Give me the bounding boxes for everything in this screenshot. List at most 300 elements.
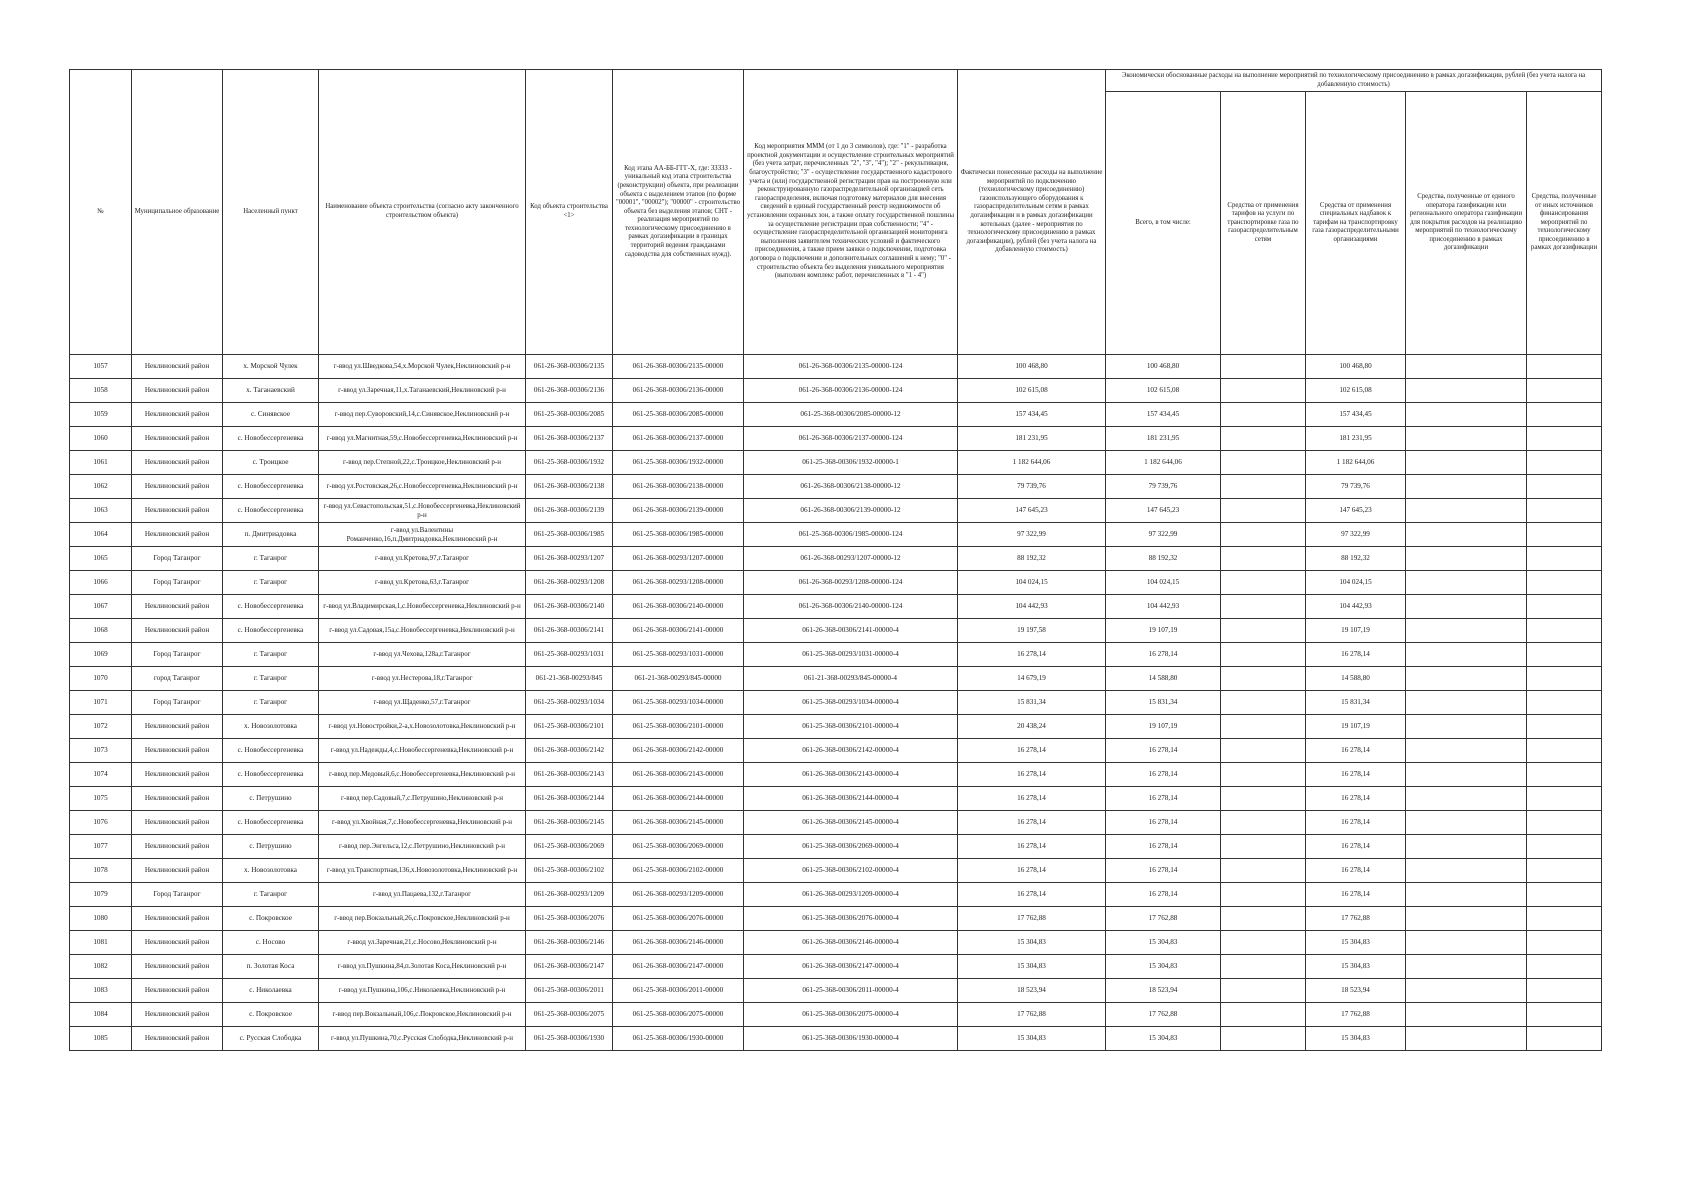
cell-operator-funds xyxy=(1406,955,1527,979)
cell-tariff-funds xyxy=(1221,1003,1306,1027)
cell-settlement: г. Таганрог xyxy=(223,883,319,907)
cell-number: 1060 xyxy=(70,427,132,451)
cell-tariff-funds xyxy=(1221,763,1306,787)
cell-object-name: г-ввод ул.Нестерова,18,г.Таганрог xyxy=(319,667,526,691)
cell-other-funds xyxy=(1527,619,1602,643)
cell-actual-costs: 15 304,83 xyxy=(958,931,1106,955)
cell-other-funds xyxy=(1527,979,1602,1003)
cell-object-code: 061-26-368-00293/1209 xyxy=(526,883,613,907)
cell-total: 15 304,83 xyxy=(1106,1027,1221,1051)
cell-stage-code: 061-25-368-00293/1034-00000 xyxy=(613,691,744,715)
cell-stage-code: 061-26-368-00306/2139-00000 xyxy=(613,499,744,523)
cell-object-code: 061-26-368-00306/2135 xyxy=(526,355,613,379)
cell-municipality: Неклиновский район xyxy=(132,763,223,787)
cell-event-code: 061-25-368-00306/1932-00000-1 xyxy=(744,451,958,475)
table-row xyxy=(70,499,1602,523)
cell-municipality: Неклиновский район xyxy=(132,475,223,499)
cell-event-code: 061-25-368-00306/2075-00000-4 xyxy=(744,1003,958,1027)
cell-stage-code: 061-26-368-00293/1207-00000 xyxy=(613,547,744,571)
table-row xyxy=(70,523,1602,547)
cell-other-funds xyxy=(1527,403,1602,427)
cell-event-code: 061-26-368-00293/1209-00000-4 xyxy=(744,883,958,907)
cell-event-code: 061-25-368-00306/2076-00000-4 xyxy=(744,907,958,931)
cell-number: 1066 xyxy=(70,571,132,595)
cell-number: 1070 xyxy=(70,667,132,691)
table-row xyxy=(70,451,1602,475)
cell-total: 88 192,32 xyxy=(1106,547,1221,571)
cell-settlement: п. Дмитриадовка xyxy=(223,523,319,547)
cell-object-code: 061-25-368-00306/2102 xyxy=(526,859,613,883)
table-row xyxy=(70,355,1602,379)
table-row xyxy=(70,571,1602,595)
cell-event-code: 061-25-368-00306/2102-00000-4 xyxy=(744,859,958,883)
cell-surcharge-funds: 19 107,19 xyxy=(1306,619,1406,643)
cell-actual-costs: 16 278,14 xyxy=(958,763,1106,787)
cell-event-code: 061-26-368-00306/2138-00000-12 xyxy=(744,475,958,499)
header-settlement: Населенный пункт xyxy=(223,70,319,355)
cell-number: 1063 xyxy=(70,499,132,523)
cell-number: 1072 xyxy=(70,715,132,739)
cell-settlement: с. Новобессергеневка xyxy=(223,763,319,787)
cell-operator-funds xyxy=(1406,619,1527,643)
cell-municipality: город Таганрог xyxy=(132,667,223,691)
table-row xyxy=(70,1003,1602,1027)
table-row xyxy=(70,379,1602,403)
cell-object-code: 061-25-368-00293/1034 xyxy=(526,691,613,715)
cell-surcharge-funds: 16 278,14 xyxy=(1306,787,1406,811)
cell-operator-funds xyxy=(1406,403,1527,427)
cell-settlement: с. Новобессергеневка xyxy=(223,427,319,451)
cell-municipality: Город Таганрог xyxy=(132,691,223,715)
table-row xyxy=(70,955,1602,979)
cell-object-code: 061-26-368-00306/2139 xyxy=(526,499,613,523)
cell-number: 1061 xyxy=(70,451,132,475)
table-row xyxy=(70,643,1602,667)
cell-operator-funds xyxy=(1406,667,1527,691)
cell-surcharge-funds: 15 304,83 xyxy=(1306,955,1406,979)
cell-actual-costs: 16 278,14 xyxy=(958,859,1106,883)
cell-object-code: 061-26-368-00306/2136 xyxy=(526,379,613,403)
cell-total: 157 434,45 xyxy=(1106,403,1221,427)
cell-settlement: с. Новобессергеневка xyxy=(223,595,319,619)
cell-settlement: с. Покровское xyxy=(223,1003,319,1027)
cell-number: 1062 xyxy=(70,475,132,499)
cell-actual-costs: 17 762,88 xyxy=(958,907,1106,931)
cell-other-funds xyxy=(1527,355,1602,379)
cell-total: 16 278,14 xyxy=(1106,763,1221,787)
cell-surcharge-funds: 104 024,15 xyxy=(1306,571,1406,595)
cell-tariff-funds xyxy=(1221,883,1306,907)
cell-municipality: Неклиновский район xyxy=(132,979,223,1003)
cell-tariff-funds xyxy=(1221,955,1306,979)
cell-settlement: с. Петрушино xyxy=(223,835,319,859)
cell-object-code: 061-25-368-00306/2085 xyxy=(526,403,613,427)
cell-settlement: с. Петрушино xyxy=(223,787,319,811)
cell-municipality: Неклиновский район xyxy=(132,619,223,643)
cell-event-code: 061-26-368-00306/2140-00000-124 xyxy=(744,595,958,619)
cell-surcharge-funds: 19 107,19 xyxy=(1306,715,1406,739)
cell-object-name: г-ввод ул.Пушкина,70,с.Русская Слободка,Неклиновский р-н xyxy=(319,1027,526,1051)
table-header xyxy=(70,70,1602,355)
header-event-code: Код мероприятия МММ (от 1 до 3 символов), где: "1" - разработка проектной документации и осуществление строительных мероприятий (без учета затрат, перечисленных "2", "3", "4"); "2" - рекультивация, благоустройство; "3" - осуществление государственного кадастрового учета и (или) государственной регистрации прав на построенную или реконструированную газораспределительной организацией сеть газораспределения, включая подготовку материалов для внесения сведений в единый государственный реестр недвижимости об установлении охранных зон, а также оплату государственной пошлины за осуществление регистрации прав собственности; "4" - осуществление газораспределительной организацией мониторинга выполнения заявителем технических условий и фактического присоединения, а также прием заявки о подключении, подготовка договора о подключении и дополнительных соглашений к нему; "0" - строительство объекта без выделения уникального мероприятия (выполнен комплекс работ, перечисленных в "1 - 4") xyxy=(744,70,958,355)
cell-municipality: Неклиновский район xyxy=(132,907,223,931)
cell-operator-funds xyxy=(1406,355,1527,379)
cell-municipality: Неклиновский район xyxy=(132,931,223,955)
cell-operator-funds xyxy=(1406,379,1527,403)
cell-municipality: Неклиновский район xyxy=(132,811,223,835)
cell-stage-code: 061-25-368-00306/2076-00000 xyxy=(613,907,744,931)
cell-total: 104 442,93 xyxy=(1106,595,1221,619)
cell-surcharge-funds: 17 762,88 xyxy=(1306,1003,1406,1027)
cell-tariff-funds xyxy=(1221,667,1306,691)
cell-municipality: Город Таганрог xyxy=(132,571,223,595)
cell-municipality: Неклиновский район xyxy=(132,523,223,547)
cell-surcharge-funds: 1 182 644,06 xyxy=(1306,451,1406,475)
cell-actual-costs: 102 615,08 xyxy=(958,379,1106,403)
cell-tariff-funds xyxy=(1221,379,1306,403)
cell-settlement: г. Таганрог xyxy=(223,667,319,691)
cell-number: 1058 xyxy=(70,379,132,403)
cell-object-name: г-ввод ул.Магнитная,59,с.Новобессергеневка,Неклиновский р-н xyxy=(319,427,526,451)
cell-operator-funds xyxy=(1406,595,1527,619)
cell-object-name: г-ввод пер.Вокзальный,106,с.Покровское,Неклиновский р-н xyxy=(319,1003,526,1027)
cell-actual-costs: 17 762,88 xyxy=(958,1003,1106,1027)
cell-number: 1078 xyxy=(70,859,132,883)
cell-other-funds xyxy=(1527,931,1602,955)
cell-tariff-funds xyxy=(1221,1027,1306,1051)
cell-surcharge-funds: 16 278,14 xyxy=(1306,859,1406,883)
cell-number: 1082 xyxy=(70,955,132,979)
cell-number: 1074 xyxy=(70,763,132,787)
cell-stage-code: 061-26-368-00306/2143-00000 xyxy=(613,763,744,787)
cell-settlement: с. Носово xyxy=(223,931,319,955)
cell-number: 1064 xyxy=(70,523,132,547)
cell-surcharge-funds: 18 523,94 xyxy=(1306,979,1406,1003)
cell-object-name: г-ввод ул.Хвойная,7,с.Новобессергеневка,Неклиновский р-н xyxy=(319,811,526,835)
cell-actual-costs: 19 197,58 xyxy=(958,619,1106,643)
cell-stage-code: 061-26-368-00306/2146-00000 xyxy=(613,931,744,955)
cell-tariff-funds xyxy=(1221,427,1306,451)
table-row xyxy=(70,715,1602,739)
cell-tariff-funds xyxy=(1221,451,1306,475)
cell-event-code: 061-25-368-00306/1930-00000-4 xyxy=(744,1027,958,1051)
cell-stage-code: 061-25-368-00306/1930-00000 xyxy=(613,1027,744,1051)
cell-object-name: г-ввод ул.Чехова,128а,г.Таганрог xyxy=(319,643,526,667)
cell-object-code: 061-25-368-00306/2075 xyxy=(526,1003,613,1027)
cell-object-name: г-ввод пер.Медовый,6,с.Новобессергеневка,Неклиновский р-н xyxy=(319,763,526,787)
cell-municipality: Город Таганрог xyxy=(132,547,223,571)
cell-tariff-funds xyxy=(1221,499,1306,523)
cell-event-code: 061-25-368-00293/1034-00000-4 xyxy=(744,691,958,715)
cell-total: 17 762,88 xyxy=(1106,907,1221,931)
cell-tariff-funds xyxy=(1221,931,1306,955)
cell-object-name: г-ввод ул.Ростовская,26,с.Новобессергеневка,Неклиновский р-н xyxy=(319,475,526,499)
cell-tariff-funds xyxy=(1221,571,1306,595)
cell-tariff-funds xyxy=(1221,619,1306,643)
cell-total: 100 468,80 xyxy=(1106,355,1221,379)
cell-tariff-funds xyxy=(1221,811,1306,835)
cell-settlement: с. Троицкое xyxy=(223,451,319,475)
cell-object-name: г-ввод пер.Степной,22,с.Троицкое,Неклиновский р-н xyxy=(319,451,526,475)
table-row xyxy=(70,811,1602,835)
cell-actual-costs: 1 182 644,06 xyxy=(958,451,1106,475)
table-row xyxy=(70,763,1602,787)
cell-tariff-funds xyxy=(1221,979,1306,1003)
cell-other-funds xyxy=(1527,451,1602,475)
cell-operator-funds xyxy=(1406,571,1527,595)
cell-total: 16 278,14 xyxy=(1106,859,1221,883)
cell-total: 15 304,83 xyxy=(1106,955,1221,979)
cell-object-code: 061-25-368-00293/1031 xyxy=(526,643,613,667)
cell-tariff-funds xyxy=(1221,523,1306,547)
cell-total: 19 107,19 xyxy=(1106,715,1221,739)
cell-object-name: г-ввод пер.Энгельса,12,с.Петрушино,Неклиновский р-н xyxy=(319,835,526,859)
header-object-name: Наименование объекта строительства (согласно акту законченного строительством объекта) xyxy=(319,70,526,355)
cell-municipality: Неклиновский район xyxy=(132,451,223,475)
cell-municipality: Неклиновский район xyxy=(132,379,223,403)
cell-event-code: 061-26-368-00306/2137-00000-124 xyxy=(744,427,958,451)
cell-actual-costs: 88 192,32 xyxy=(958,547,1106,571)
cell-total: 79 739,76 xyxy=(1106,475,1221,499)
cell-actual-costs: 16 278,14 xyxy=(958,739,1106,763)
cell-object-name: г-ввод ул.Новостройки,2-а,х.Новозолотовка,Неклиновский р-н xyxy=(319,715,526,739)
cell-surcharge-funds: 14 588,80 xyxy=(1306,667,1406,691)
cell-object-code: 061-25-368-00306/2011 xyxy=(526,979,613,1003)
cell-object-code: 061-25-368-00306/2076 xyxy=(526,907,613,931)
cell-actual-costs: 16 278,14 xyxy=(958,643,1106,667)
cell-stage-code: 061-26-368-00306/2136-00000 xyxy=(613,379,744,403)
cell-operator-funds xyxy=(1406,739,1527,763)
cell-surcharge-funds: 16 278,14 xyxy=(1306,739,1406,763)
cell-surcharge-funds: 104 442,93 xyxy=(1306,595,1406,619)
cell-event-code: 061-25-368-00306/2101-00000-4 xyxy=(744,715,958,739)
cell-operator-funds xyxy=(1406,475,1527,499)
cell-actual-costs: 20 438,24 xyxy=(958,715,1106,739)
cell-object-code: 061-26-368-00293/1208 xyxy=(526,571,613,595)
cell-other-funds xyxy=(1527,571,1602,595)
cell-number: 1068 xyxy=(70,619,132,643)
cell-other-funds xyxy=(1527,475,1602,499)
cell-settlement: с. Новобессергеневка xyxy=(223,811,319,835)
cell-number: 1081 xyxy=(70,931,132,955)
cell-event-code: 061-26-368-00306/2142-00000-4 xyxy=(744,739,958,763)
cell-number: 1073 xyxy=(70,739,132,763)
cell-total: 97 322,99 xyxy=(1106,523,1221,547)
cell-actual-costs: 79 739,76 xyxy=(958,475,1106,499)
cell-stage-code: 061-26-368-00306/2138-00000 xyxy=(613,475,744,499)
cell-object-code: 061-26-368-00306/2142 xyxy=(526,739,613,763)
cell-settlement: г. Таганрог xyxy=(223,571,319,595)
cell-number: 1085 xyxy=(70,1027,132,1051)
table-row xyxy=(70,595,1602,619)
cell-event-code: 061-25-368-00293/1031-00000-4 xyxy=(744,643,958,667)
cell-event-code: 061-26-368-00306/2147-00000-4 xyxy=(744,955,958,979)
table-row xyxy=(70,739,1602,763)
cell-event-code: 061-25-368-00306/1985-00000-124 xyxy=(744,523,958,547)
header-total: Всего, в том числе: xyxy=(1106,92,1221,355)
cell-operator-funds xyxy=(1406,499,1527,523)
cell-stage-code: 061-26-368-00306/2142-00000 xyxy=(613,739,744,763)
cell-event-code: 061-26-368-00306/2141-00000-4 xyxy=(744,619,958,643)
cell-operator-funds xyxy=(1406,907,1527,931)
cell-other-funds xyxy=(1527,907,1602,931)
cell-event-code: 061-25-368-00306/2011-00000-4 xyxy=(744,979,958,1003)
cell-object-code: 061-25-368-00306/2069 xyxy=(526,835,613,859)
cell-other-funds xyxy=(1527,427,1602,451)
cell-operator-funds xyxy=(1406,643,1527,667)
cell-municipality: Неклиновский район xyxy=(132,787,223,811)
cell-operator-funds xyxy=(1406,691,1527,715)
cell-stage-code: 061-25-368-00293/1031-00000 xyxy=(613,643,744,667)
table-row xyxy=(70,907,1602,931)
cell-number: 1080 xyxy=(70,907,132,931)
cell-tariff-funds xyxy=(1221,907,1306,931)
table-row xyxy=(70,691,1602,715)
cell-actual-costs: 181 231,95 xyxy=(958,427,1106,451)
cell-total: 16 278,14 xyxy=(1106,811,1221,835)
cell-object-code: 061-26-368-00293/1207 xyxy=(526,547,613,571)
cell-event-code: 061-26-368-00306/2139-00000-12 xyxy=(744,499,958,523)
cell-event-code: 061-25-368-00306/2069-00000-4 xyxy=(744,835,958,859)
cell-tariff-funds xyxy=(1221,715,1306,739)
cell-actual-costs: 104 024,15 xyxy=(958,571,1106,595)
cell-object-name: г-ввод ул.Заречная,21,с.Носово,Неклиновский р-н xyxy=(319,931,526,955)
cell-operator-funds xyxy=(1406,835,1527,859)
header-object-code: Код объекта строительства <1> xyxy=(526,70,613,355)
cell-total: 16 278,14 xyxy=(1106,787,1221,811)
table-row xyxy=(70,427,1602,451)
cell-stage-code: 061-25-368-00306/2069-00000 xyxy=(613,835,744,859)
cell-event-code: 061-26-368-00306/2144-00000-4 xyxy=(744,787,958,811)
cell-settlement: х. Морской Чулек xyxy=(223,355,319,379)
cell-stage-code: 061-26-368-00306/2145-00000 xyxy=(613,811,744,835)
cell-stage-code: 061-26-368-00293/1208-00000 xyxy=(613,571,744,595)
cell-object-code: 061-26-368-00306/2137 xyxy=(526,427,613,451)
table-row xyxy=(70,667,1602,691)
cell-actual-costs: 157 434,45 xyxy=(958,403,1106,427)
cell-event-code: 061-26-368-00306/2146-00000-4 xyxy=(744,931,958,955)
cell-other-funds xyxy=(1527,643,1602,667)
cell-object-name: г-ввод пер.Суворовский,14,с.Синявское,Неклиновский р-н xyxy=(319,403,526,427)
cell-number: 1084 xyxy=(70,1003,132,1027)
cell-event-code: 061-26-368-00293/1207-00000-12 xyxy=(744,547,958,571)
cell-operator-funds xyxy=(1406,523,1527,547)
cell-surcharge-funds: 157 434,45 xyxy=(1306,403,1406,427)
table-row xyxy=(70,547,1602,571)
cell-tariff-funds xyxy=(1221,835,1306,859)
cell-stage-code: 061-25-368-00306/2011-00000 xyxy=(613,979,744,1003)
cell-stage-code: 061-26-368-00293/1209-00000 xyxy=(613,883,744,907)
cell-object-code: 061-26-368-00306/2146 xyxy=(526,931,613,955)
cell-object-name: г-ввод ул.Транспортная,136,х.Новозолотовка,Неклиновский р-н xyxy=(319,859,526,883)
table-row xyxy=(70,859,1602,883)
cell-total: 14 588,80 xyxy=(1106,667,1221,691)
cell-total: 147 645,23 xyxy=(1106,499,1221,523)
cell-settlement: с. Покровское xyxy=(223,907,319,931)
cell-stage-code: 061-26-368-00306/2141-00000 xyxy=(613,619,744,643)
cell-municipality: Неклиновский район xyxy=(132,403,223,427)
cell-surcharge-funds: 147 645,23 xyxy=(1306,499,1406,523)
header-surcharge-funds: Средства от применения специальных надбавок к тарифам на транспортировку газа газораспределительными организациями xyxy=(1306,92,1406,355)
cell-other-funds xyxy=(1527,835,1602,859)
cell-object-name: г-ввод ул.Кретова,63,г.Таганрог xyxy=(319,571,526,595)
table-row xyxy=(70,619,1602,643)
header-operator-funds: Средства, полученные от единого оператора газификации или регионального оператора газификации для покрытия расходов на реализацию мероприятий по технологическому присоединению в рамках догазификации xyxy=(1406,92,1527,355)
cell-municipality: Неклиновский район xyxy=(132,859,223,883)
header-tariff-funds: Средства от применения тарифов на услуги по транспортировке газа по газораспределительным сетям xyxy=(1221,92,1306,355)
table-row xyxy=(70,883,1602,907)
cell-tariff-funds xyxy=(1221,595,1306,619)
cell-operator-funds xyxy=(1406,931,1527,955)
cell-object-code: 061-25-368-00306/1930 xyxy=(526,1027,613,1051)
table-body xyxy=(70,355,1602,1051)
cell-object-name: г-ввод ул.Владимирская,1,с.Новобессергеневка,Неклиновский р-н xyxy=(319,595,526,619)
cell-stage-code: 061-21-368-00293/845-00000 xyxy=(613,667,744,691)
cell-actual-costs: 16 278,14 xyxy=(958,787,1106,811)
cell-object-name: г-ввод ул.Заречная,11,х.Таганаевский,Неклиновский р-н xyxy=(319,379,526,403)
cell-operator-funds xyxy=(1406,883,1527,907)
cell-operator-funds xyxy=(1406,547,1527,571)
cell-number: 1075 xyxy=(70,787,132,811)
cell-other-funds xyxy=(1527,499,1602,523)
table-row xyxy=(70,475,1602,499)
cell-event-code: 061-21-368-00293/845-00000-4 xyxy=(744,667,958,691)
table-row xyxy=(70,787,1602,811)
cell-settlement: х. Новозолотовка xyxy=(223,859,319,883)
cell-operator-funds xyxy=(1406,979,1527,1003)
cell-number: 1065 xyxy=(70,547,132,571)
cell-stage-code: 061-26-368-00306/2147-00000 xyxy=(613,955,744,979)
cell-municipality: Неклиновский район xyxy=(132,835,223,859)
table-row xyxy=(70,403,1602,427)
cell-tariff-funds xyxy=(1221,739,1306,763)
cell-total: 15 304,83 xyxy=(1106,931,1221,955)
cell-stage-code: 061-26-368-00306/2140-00000 xyxy=(613,595,744,619)
cell-surcharge-funds: 16 278,14 xyxy=(1306,835,1406,859)
cell-settlement: п. Золотая Коса xyxy=(223,955,319,979)
cell-surcharge-funds: 100 468,80 xyxy=(1306,355,1406,379)
cell-other-funds xyxy=(1527,691,1602,715)
cell-stage-code: 061-25-368-00306/2085-00000 xyxy=(613,403,744,427)
cell-operator-funds xyxy=(1406,859,1527,883)
cell-stage-code: 061-26-368-00306/2135-00000 xyxy=(613,355,744,379)
cell-object-code: 061-26-368-00306/2138 xyxy=(526,475,613,499)
cell-other-funds xyxy=(1527,883,1602,907)
cell-settlement: с. Новобессергеневка xyxy=(223,475,319,499)
cell-event-code: 061-26-368-00306/2143-00000-4 xyxy=(744,763,958,787)
cell-settlement: х. Новозолотовка xyxy=(223,715,319,739)
cell-surcharge-funds: 16 278,14 xyxy=(1306,763,1406,787)
cell-tariff-funds xyxy=(1221,403,1306,427)
cell-surcharge-funds: 79 739,76 xyxy=(1306,475,1406,499)
table-row xyxy=(70,835,1602,859)
cell-object-name: г-ввод ул.Пушкина,84,п.Золотая Коса,Неклиновский р-н xyxy=(319,955,526,979)
cell-surcharge-funds: 97 322,99 xyxy=(1306,523,1406,547)
cell-number: 1069 xyxy=(70,643,132,667)
cell-municipality: Неклиновский район xyxy=(132,427,223,451)
header-stage-code: Код этапа АА-ББ-ГГГ-Х, где: ЗЗЗЗЗ - уникальный код этапа строительства (реконструкции) объекта, при реализации объекта с выделением этапов (по форме "00001", "00002"); "00000" - строительство объекта без выделения этапов; СНТ - реализация мероприятий по технологическому присоединению в рамках догазификации в границах территорий ведения гражданами садоводства для собственных нужд). xyxy=(613,70,744,355)
cell-other-funds xyxy=(1527,595,1602,619)
cell-number: 1077 xyxy=(70,835,132,859)
cell-number: 1067 xyxy=(70,595,132,619)
cell-operator-funds xyxy=(1406,715,1527,739)
cell-municipality: Неклиновский район xyxy=(132,355,223,379)
cell-surcharge-funds: 15 304,83 xyxy=(1306,931,1406,955)
cell-object-name: г-ввод ул.Валентины Романченко,16,п.Дмитриадовка,Неклиновский р-н xyxy=(319,523,526,547)
cell-object-code: 061-26-368-00306/2140 xyxy=(526,595,613,619)
cell-object-name: г-ввод ул.Кретова,97,г.Таганрог xyxy=(319,547,526,571)
cell-operator-funds xyxy=(1406,1027,1527,1051)
